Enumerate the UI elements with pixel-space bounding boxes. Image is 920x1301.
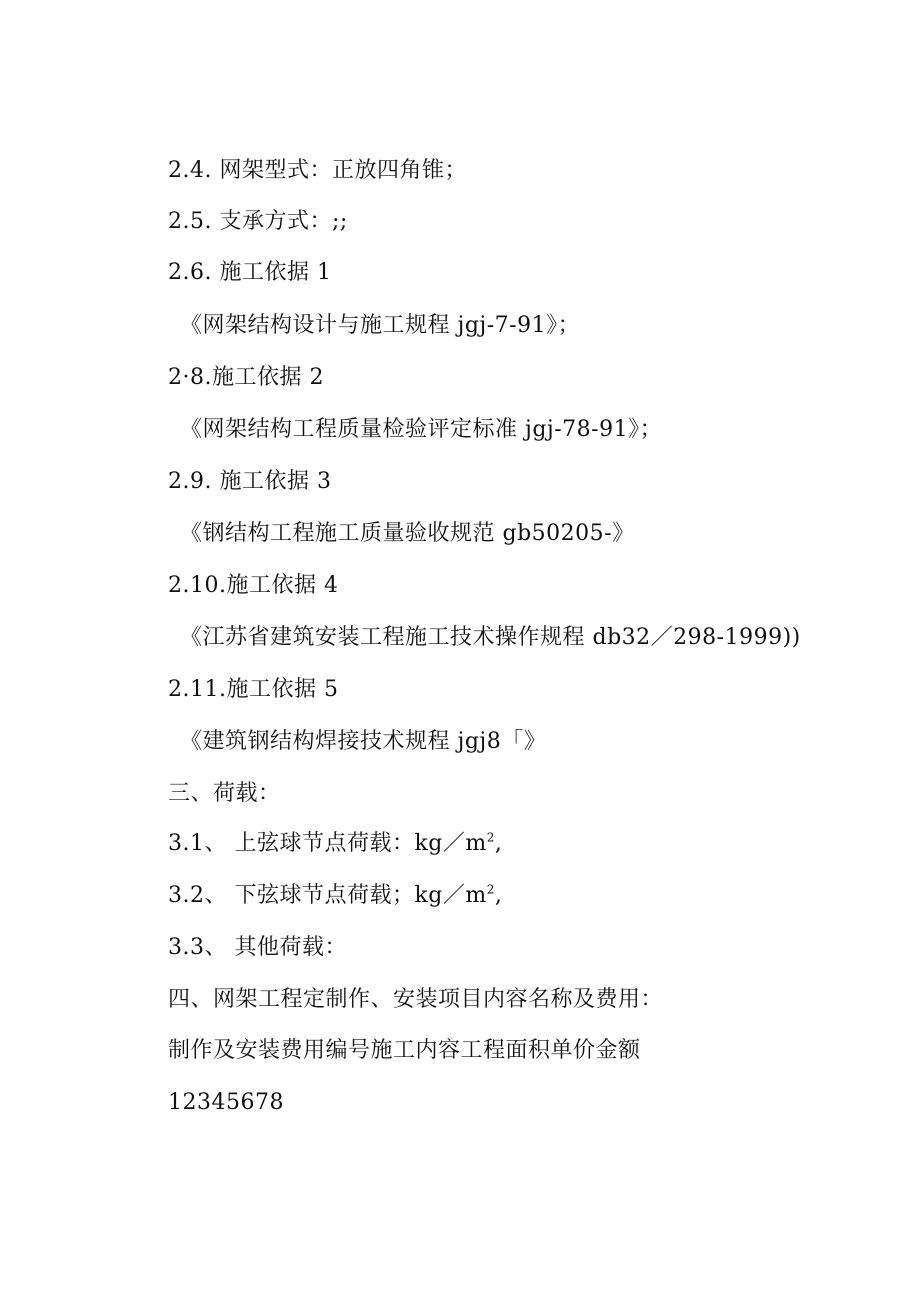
text-line-tail: , <box>494 883 503 908</box>
text-line: 2.6. 施工依据 1 <box>168 260 332 285</box>
text-line: 2.5. 支承方式：;; <box>168 209 348 234</box>
text-line: 《网架结构工程质量检验评定标准 jgj-78-91》； <box>180 417 663 442</box>
table-header-line: 制作及安装费用编号施工内容工程面积单价金额 <box>168 1038 641 1063</box>
text-line <box>168 829 502 859</box>
text-line-body: 3.2、 下弦球节点荷载；kg／m <box>168 883 487 908</box>
text-line: 2·8.施工依据 2 <box>168 365 324 390</box>
text-line: 《建筑钢结构焊接技术规程 jgj8「》 <box>180 729 547 754</box>
text-line-tail: , <box>494 831 503 856</box>
text-line: 2.4. 网架型式：正放四角锥； <box>168 158 467 183</box>
text-line: 2.10.施工依据 4 <box>168 573 339 598</box>
text-line-body: 3.1、 上弦球节点荷载：kg／m <box>168 831 487 856</box>
section-heading: 四、网架工程定制作、安装项目内容名称及费用： <box>168 987 664 1012</box>
text-line: 3.3、 其他荷载： <box>168 935 347 960</box>
table-number-line: 12345678 <box>168 1090 284 1115</box>
text-line: 《江苏省建筑安装工程施工技术操作规程 db32／298-1999)) <box>180 625 801 650</box>
superscript: 2 <box>486 882 495 897</box>
text-line: 《网架结构设计与施工规程 jgj-7-91》； <box>180 313 581 338</box>
text-line <box>168 881 502 911</box>
text-line: 2.9. 施工依据 3 <box>168 469 332 494</box>
text-line: 《钢结构工程施工质量验收规范 gb50205-》 <box>180 521 635 546</box>
text-line: 2.11.施工依据 5 <box>168 677 339 702</box>
superscript: 2 <box>486 830 495 845</box>
section-heading: 三、荷载： <box>168 781 281 806</box>
